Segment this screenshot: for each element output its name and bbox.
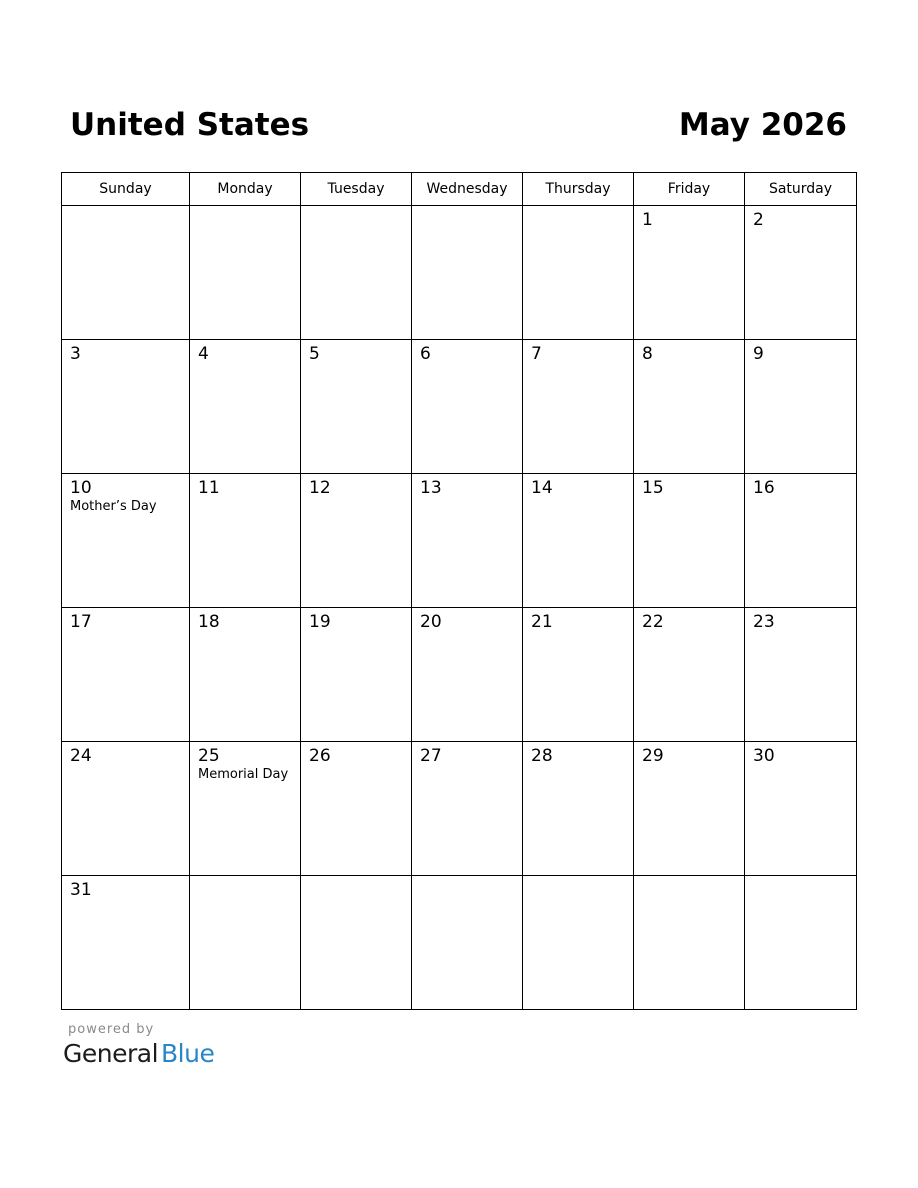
day-cell [62, 340, 190, 474]
day-cell [301, 742, 412, 876]
day-number: 2 [753, 210, 764, 230]
day-number: 18 [198, 612, 220, 632]
day-number: 27 [420, 746, 442, 766]
day-cell [190, 742, 301, 876]
day-number: 17 [70, 612, 92, 632]
day-cell [190, 474, 301, 608]
day-number: 23 [753, 612, 775, 632]
day-cell [412, 608, 523, 742]
empty-day-cell [523, 206, 634, 340]
empty-day-cell [301, 876, 412, 1010]
empty-day-cell [190, 876, 301, 1010]
week-row [62, 608, 857, 742]
day-cell [634, 608, 745, 742]
empty-day-cell [301, 206, 412, 340]
day-cell [523, 608, 634, 742]
day-cell [412, 474, 523, 608]
day-number: 19 [309, 612, 331, 632]
brand-part-general: General [63, 1039, 159, 1068]
day-number: 6 [420, 344, 431, 364]
day-cell [745, 742, 857, 876]
empty-day-cell [523, 876, 634, 1010]
week-row [62, 876, 857, 1010]
day-number: 15 [642, 478, 664, 498]
week-row [62, 340, 857, 474]
day-number: 20 [420, 612, 442, 632]
day-cell [523, 340, 634, 474]
day-number: 14 [531, 478, 553, 498]
day-cell [523, 474, 634, 608]
day-number: 16 [753, 478, 775, 498]
day-number: 9 [753, 344, 764, 364]
week-row [62, 206, 857, 340]
empty-day-cell [62, 206, 190, 340]
day-cell [634, 206, 745, 340]
holiday-label: Mother’s Day [70, 499, 157, 514]
day-number: 28 [531, 746, 553, 766]
week-row [62, 474, 857, 608]
day-number: 5 [309, 344, 320, 364]
day-cell [190, 340, 301, 474]
weekday-header: Wednesday [412, 173, 523, 206]
day-cell [62, 608, 190, 742]
powered-by-label: powered by [68, 1022, 155, 1037]
empty-day-cell [190, 206, 301, 340]
day-cell [523, 742, 634, 876]
day-cell [745, 340, 857, 474]
generalblue-logo[interactable] [63, 1039, 214, 1069]
day-number: 29 [642, 746, 664, 766]
day-cell [745, 608, 857, 742]
day-number: 21 [531, 612, 553, 632]
empty-day-cell [745, 876, 857, 1010]
weekday-header-row [62, 173, 857, 206]
weekday-header: Saturday [745, 173, 857, 206]
day-number: 30 [753, 746, 775, 766]
day-number: 31 [70, 880, 92, 900]
day-number: 3 [70, 344, 81, 364]
day-cell [745, 474, 857, 608]
day-cell [634, 742, 745, 876]
day-cell [634, 340, 745, 474]
holiday-label: Memorial Day [198, 767, 289, 782]
day-cell [745, 206, 857, 340]
day-cell [301, 608, 412, 742]
month-year-title: May 2026 [678, 107, 847, 143]
brand-part-blue: Blue [161, 1039, 215, 1068]
week-row [62, 742, 857, 876]
day-cell [412, 742, 523, 876]
calendar-grid [61, 172, 857, 1010]
day-number: 4 [198, 344, 209, 364]
day-number: 10 [70, 478, 92, 498]
day-number: 13 [420, 478, 442, 498]
day-cell [190, 608, 301, 742]
day-cell [634, 474, 745, 608]
day-number: 25 [198, 746, 220, 766]
day-number: 24 [70, 746, 92, 766]
country-title: United States [70, 107, 310, 143]
day-number: 7 [531, 344, 542, 364]
day-number: 26 [309, 746, 331, 766]
day-cell [62, 742, 190, 876]
weekday-header: Tuesday [301, 173, 412, 206]
weekday-header: Sunday [62, 173, 190, 206]
day-cell [301, 340, 412, 474]
day-cell [301, 474, 412, 608]
day-cell [62, 876, 190, 1010]
weekday-header: Friday [634, 173, 745, 206]
day-number: 8 [642, 344, 653, 364]
empty-day-cell [412, 876, 523, 1010]
day-cell [412, 340, 523, 474]
empty-day-cell [412, 206, 523, 340]
day-number: 12 [309, 478, 331, 498]
empty-day-cell [634, 876, 745, 1010]
day-number: 11 [198, 478, 220, 498]
weekday-header: Thursday [523, 173, 634, 206]
day-number: 1 [642, 210, 653, 230]
day-number: 22 [642, 612, 664, 632]
weekday-header: Monday [190, 173, 301, 206]
day-cell [62, 474, 190, 608]
